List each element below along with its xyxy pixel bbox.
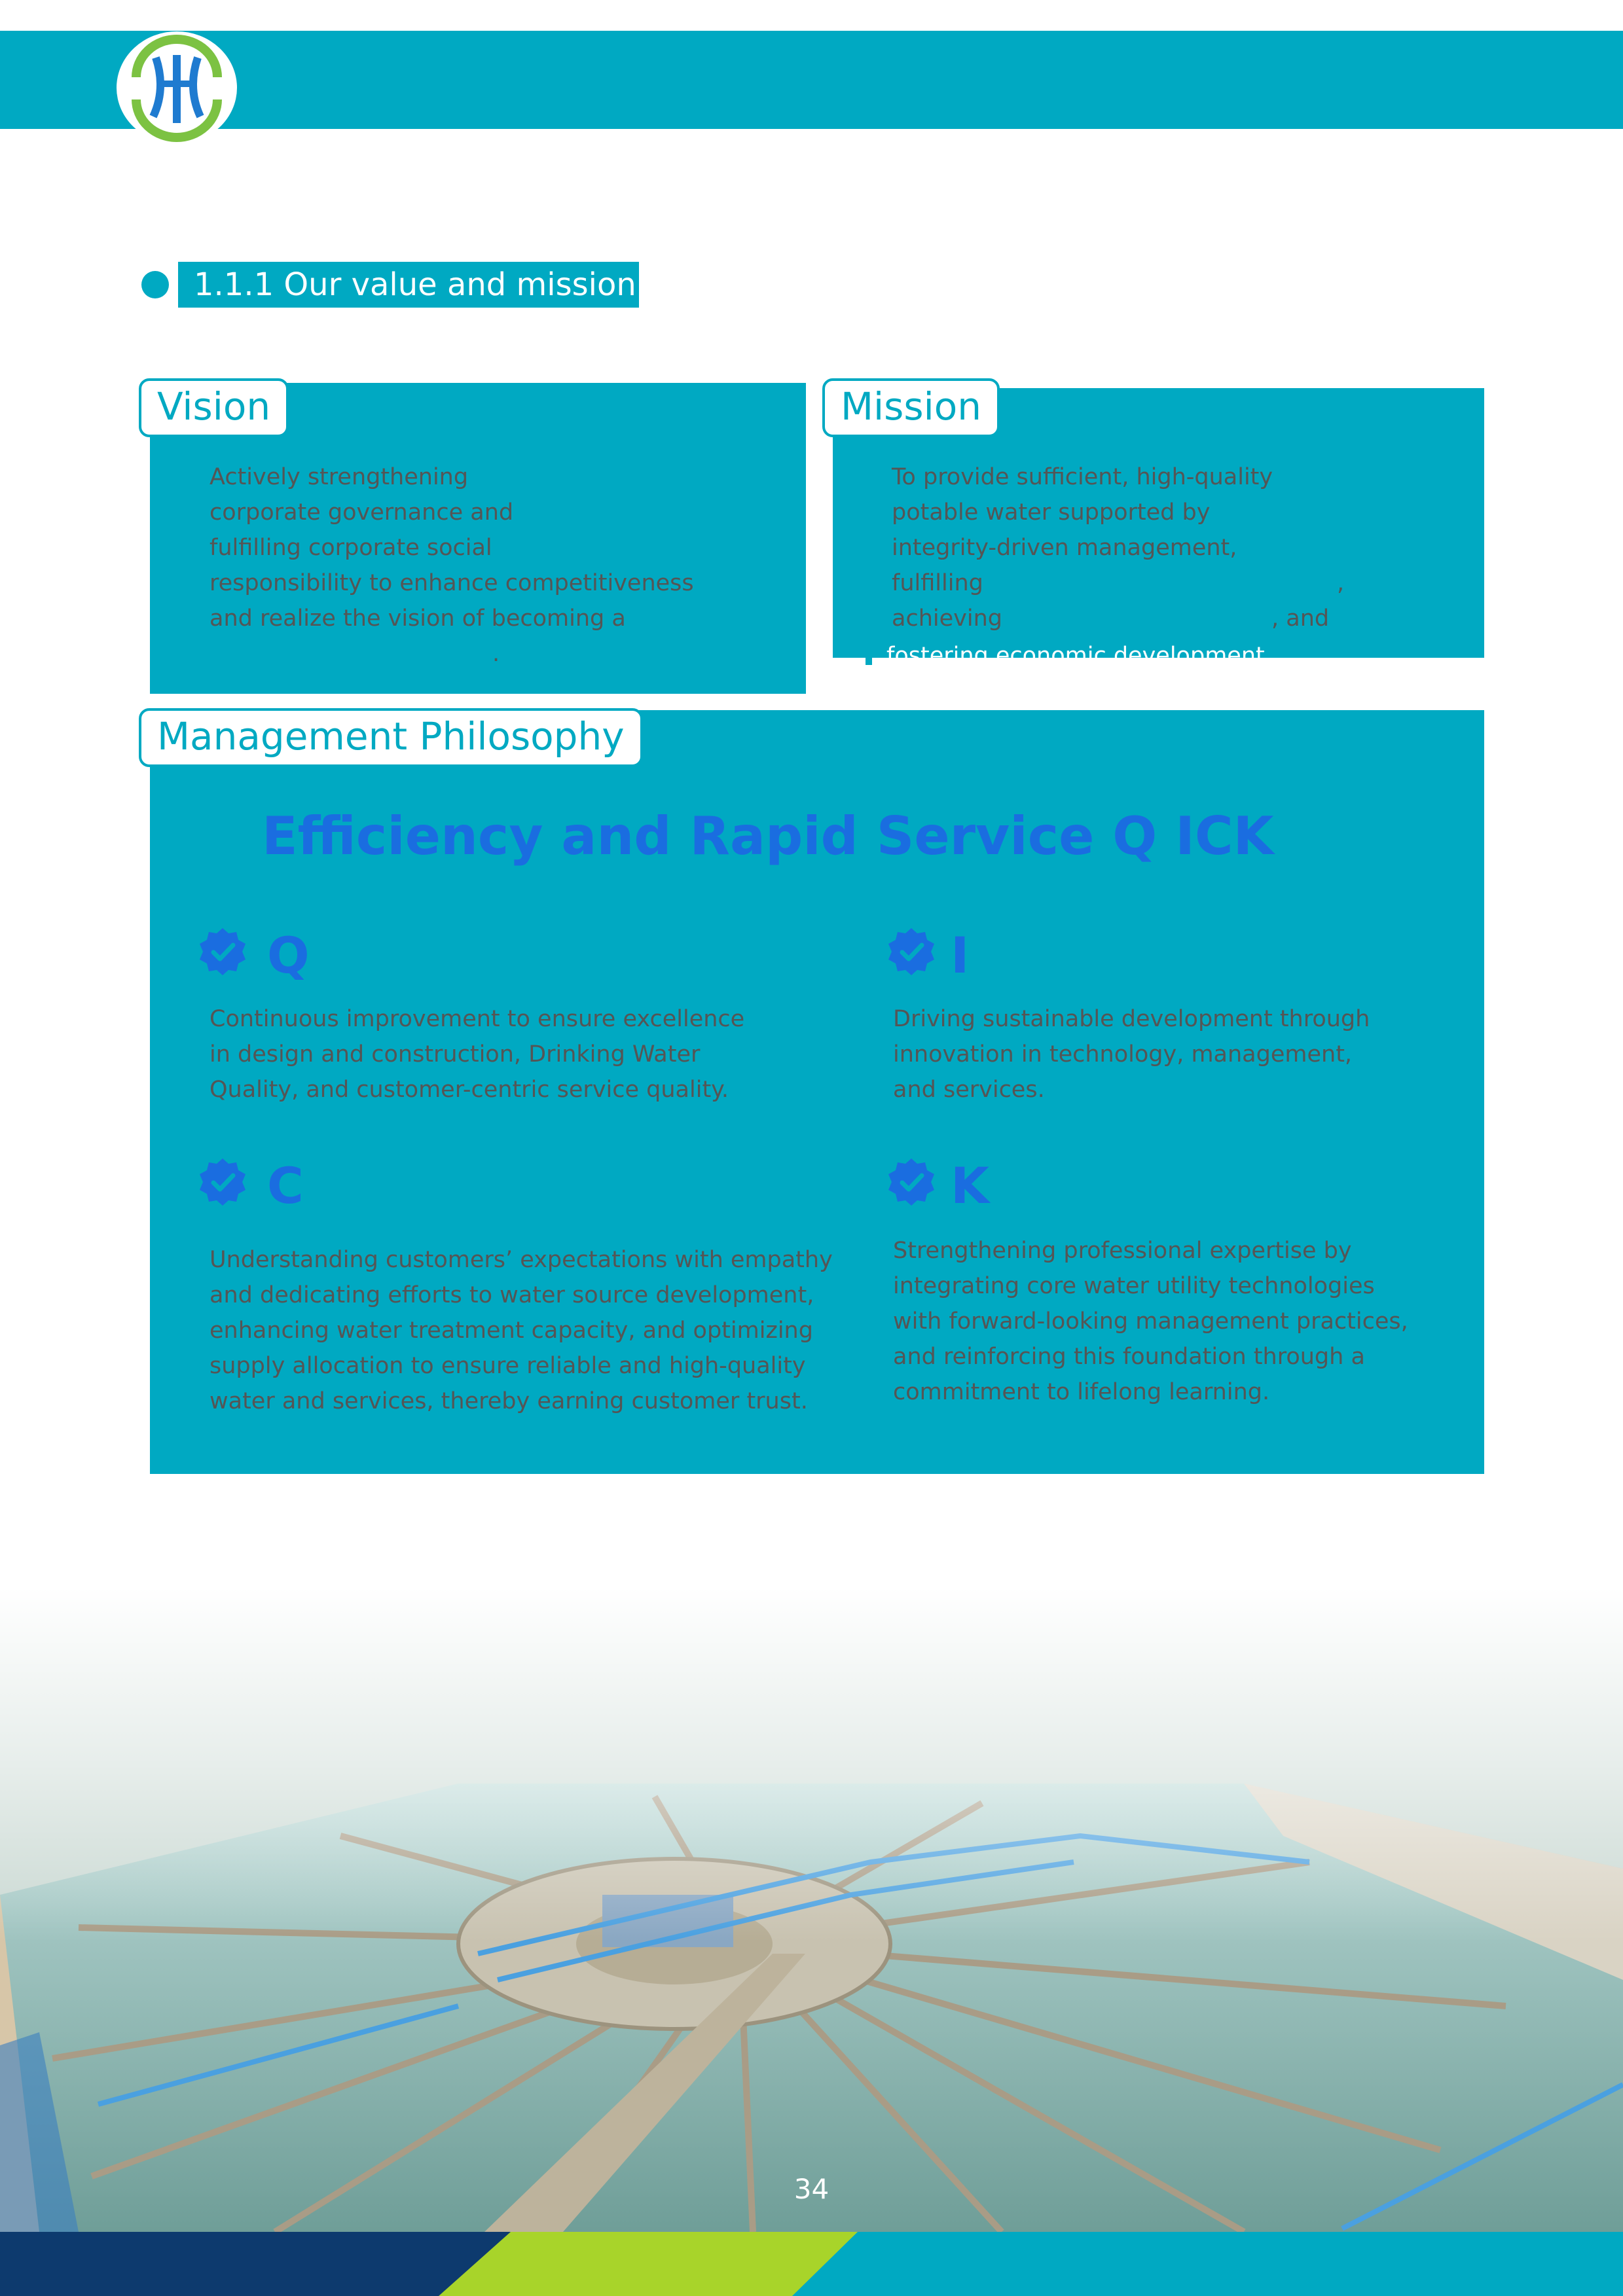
vision-tag: Vision bbox=[139, 378, 289, 437]
mission-text bbox=[892, 459, 1455, 636]
management-tag: Management Philosophy bbox=[139, 708, 643, 767]
mission-line bbox=[892, 601, 1455, 636]
philosophy-description bbox=[893, 1233, 1469, 1410]
description-line: and dedicating efforts to water source development, bbox=[210, 1282, 814, 1308]
page-number: 34 bbox=[793, 2173, 830, 2205]
description-line: supply allocation to ensure reliable and high-quality bbox=[210, 1353, 806, 1379]
mission-overflow-line bbox=[866, 638, 1337, 673]
philosophy-description bbox=[210, 1001, 799, 1107]
mission-line4-start: fulfilling bbox=[892, 570, 983, 596]
mission-line bbox=[892, 565, 1455, 601]
mission-tag: Mission bbox=[822, 378, 1000, 437]
vision-line: responsibility to enhance competitiveness bbox=[210, 570, 694, 596]
description-line: commitment to lifelong learning. bbox=[893, 1379, 1270, 1405]
philosophy-letter: I bbox=[951, 926, 970, 984]
philosophy-letter: Q bbox=[267, 926, 310, 984]
philosophy-description bbox=[210, 1242, 838, 1419]
philosophy-description bbox=[893, 1001, 1456, 1107]
description-line: Quality, and customer-centric service quality. bbox=[210, 1077, 729, 1103]
vision-line bbox=[210, 636, 753, 672]
header-band bbox=[0, 31, 1623, 129]
mission-line: integrity-driven management, bbox=[892, 535, 1237, 561]
description-line: enhancing water treatment capacity, and optimizing bbox=[210, 1318, 813, 1344]
vision-line: Actively strengthening bbox=[210, 464, 469, 490]
description-line: with forward-looking management practices, bbox=[893, 1308, 1408, 1335]
philosophy-letter: K bbox=[951, 1157, 989, 1215]
management-headline: Efficiency and Rapid Service Q ICK bbox=[262, 806, 1274, 867]
verified-badge-icon bbox=[886, 927, 936, 977]
mission-overflow-marker bbox=[866, 648, 872, 665]
description-line: innovation in technology, management, bbox=[893, 1041, 1353, 1067]
mission-line: potable water supported by bbox=[892, 499, 1211, 526]
water-treatment-plant-photo bbox=[0, 1587, 1623, 2232]
verified-badge-icon bbox=[886, 1157, 936, 1207]
vision-line: corporate governance and bbox=[210, 499, 514, 526]
mission-line: To provide sufficient, high-quality bbox=[892, 464, 1273, 490]
description-line: integrating core water utility technologies bbox=[893, 1273, 1375, 1299]
description-line: Strengthening professional expertise by bbox=[893, 1238, 1352, 1264]
vision-line: fulfilling corporate social bbox=[210, 535, 492, 561]
verified-badge-icon bbox=[198, 1157, 247, 1207]
mission-overflow-text: fostering economic development. bbox=[886, 643, 1272, 669]
mission-line4-end: , bbox=[1337, 570, 1345, 596]
logo-mark-icon bbox=[117, 31, 237, 144]
verified-badge-icon bbox=[198, 927, 247, 977]
description-line: and reinforcing this foundation through a bbox=[893, 1344, 1365, 1370]
section-title: 1.1.1 Our value and mission bbox=[178, 262, 639, 308]
mission-line5-start: achieving bbox=[892, 605, 1002, 632]
description-line: in design and construction, Drinking Water bbox=[210, 1041, 701, 1067]
description-line: Continuous improvement to ensure excellence bbox=[210, 1006, 745, 1032]
vision-text bbox=[210, 459, 753, 672]
footer-band bbox=[0, 2232, 1623, 2296]
vision-line: and realize the vision of becoming a bbox=[210, 605, 626, 632]
description-line: and services. bbox=[893, 1077, 1045, 1103]
section-bullet bbox=[141, 271, 169, 298]
description-line: Driving sustainable development through bbox=[893, 1006, 1370, 1032]
description-line: water and services, thereby earning customer trust. bbox=[210, 1388, 808, 1414]
mission-line5-end: , and bbox=[1271, 605, 1330, 632]
philosophy-letter: C bbox=[267, 1157, 304, 1215]
vision-last-punct: . bbox=[492, 641, 500, 667]
company-logo bbox=[117, 31, 237, 144]
description-line: Understanding customers’ expectations with empathy bbox=[210, 1247, 833, 1273]
